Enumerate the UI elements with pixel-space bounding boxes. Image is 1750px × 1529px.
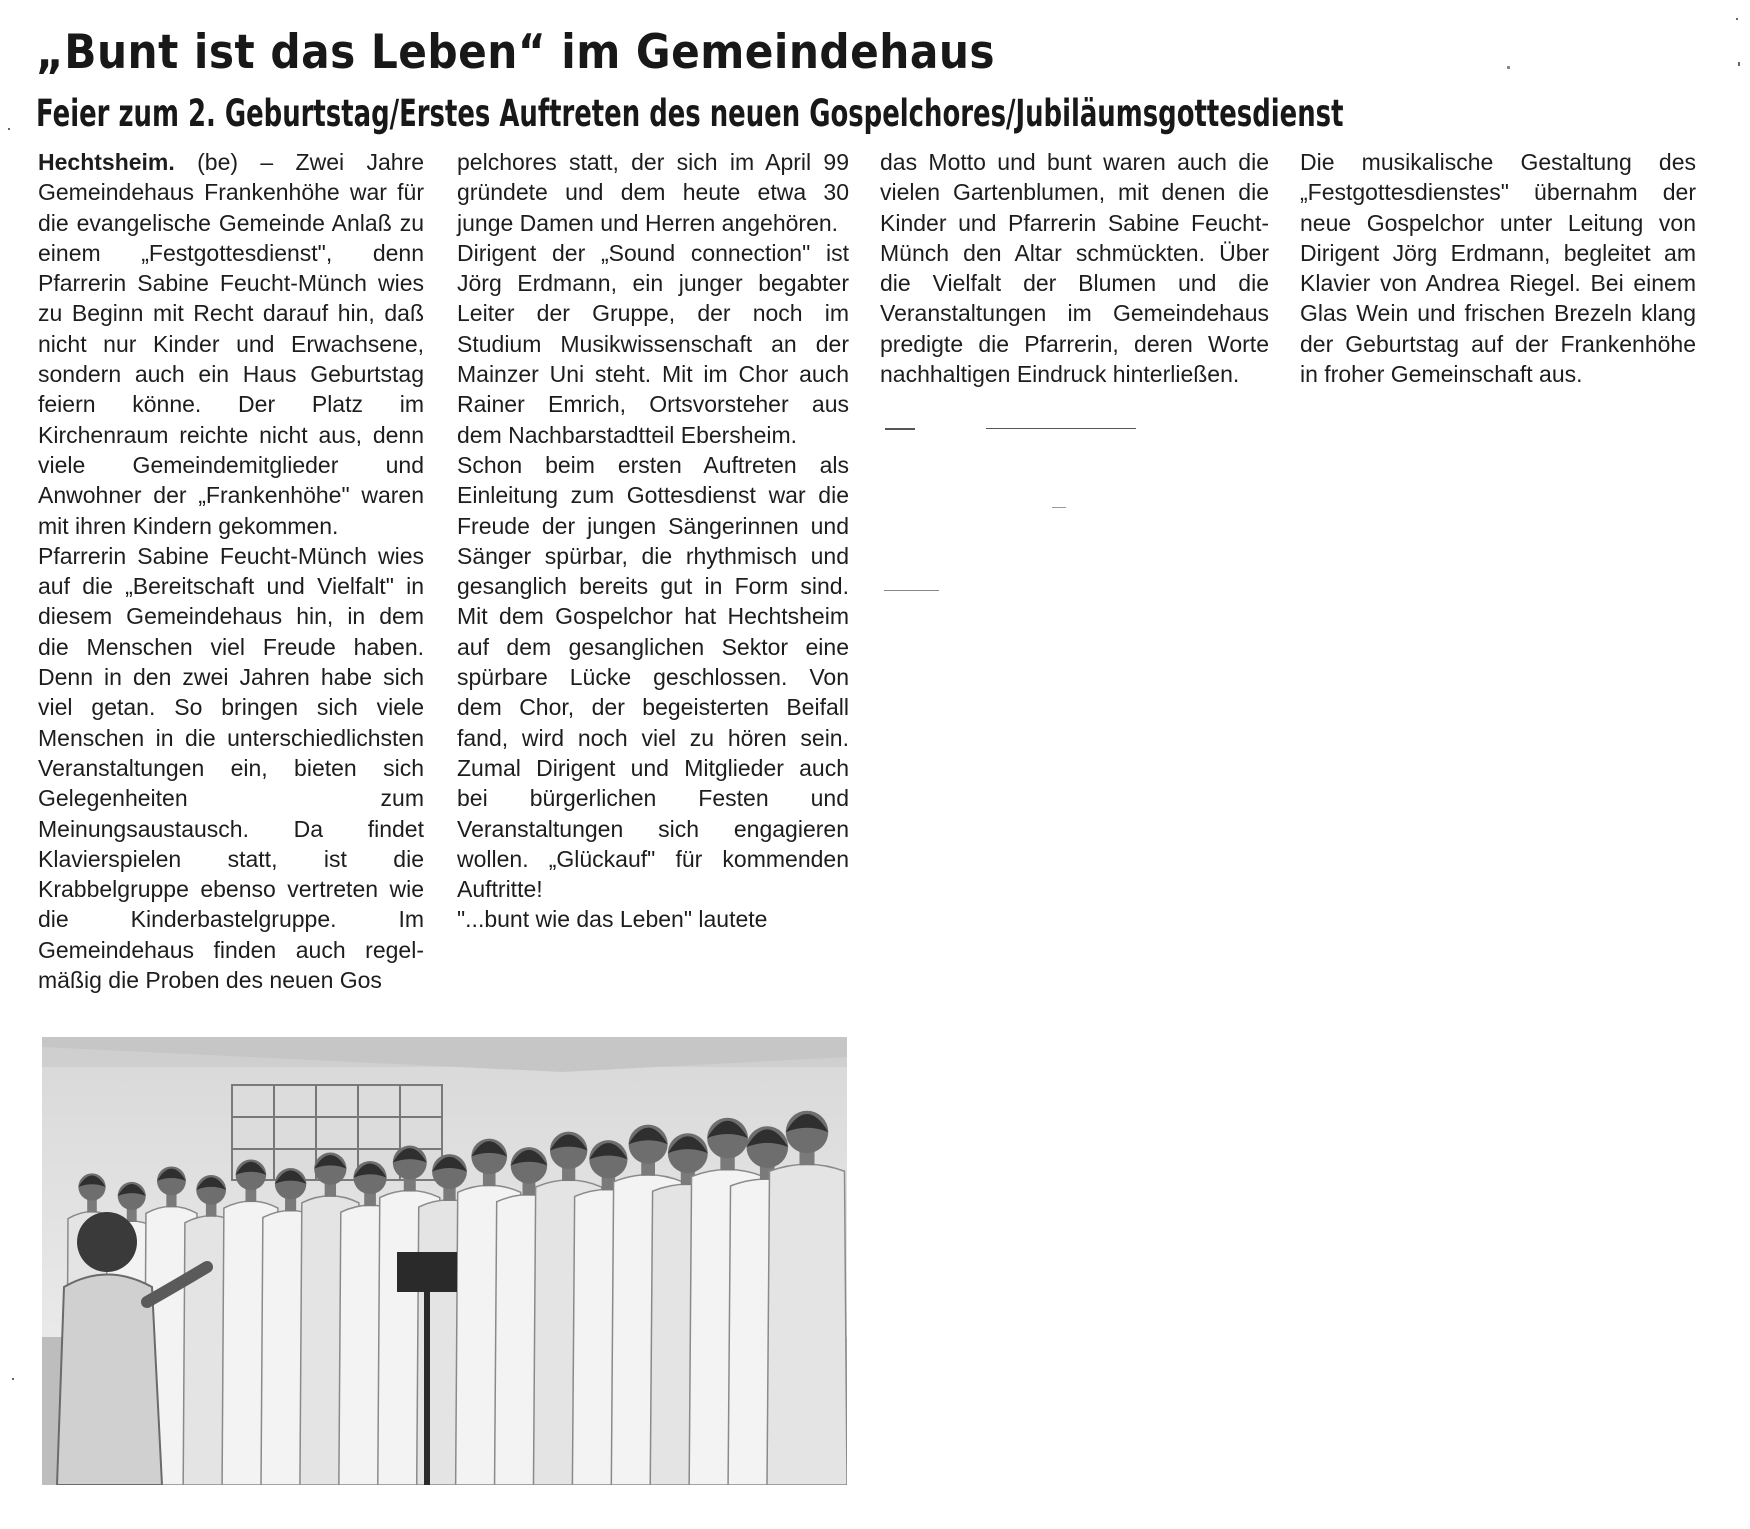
dateline: Hechtsheim. <box>38 149 175 175</box>
column-3-paragraph-1: das Motto und bunt waren auch die vielen Gartenblumen, mit denen die Kinder und Pfarrerin Sabine Feucht-Münch den Altar schmückten. Über die Vielfalt der Blumen und die Veranstaltungen im Gemeindehaus predigte die Pfarrerin, deren Worte nachhaltigen Eindruck hinterließen. <box>880 149 1269 388</box>
column-end-rule-long <box>986 428 1136 429</box>
scan-speck <box>8 128 10 130</box>
scan-speck <box>12 1378 14 1380</box>
column-1-paragraph-1-text: (be) – Zwei Jahre Gemeindehaus Frankenhöhe war für die evangelische Gemeinde Anlaß zu einem „Festgottesdienst", denn Pfarrerin Sabine Feucht-Münch wies zu Beginn mit Recht darauf hin, daß nicht nur Kinder und Erwachsene, sondern auch ein Haus Geburtstag feiern könne. Der Platz im Kirchenraum reichte nicht aus, denn viele Gemeindemitglieder und Anwohner der „Frankenhöhe" waren mit ihren Kindern gekommen. <box>38 149 424 539</box>
column-2-paragraph-3: Schon beim ersten Auftreten als Einleitung zum Gottesdienst war die Freude der jungen Sängerinnen und Sänger spürbar, die rhythmisch und gesanglich bereits gut in Form sind. Mit dem Gospelchor hat Hechtsheim auf dem gesanglichen Sektor eine spürbare Lücke geschlossen. Von dem Chor, der begeisterten Beifall fand, wird noch viel zu hören sein. Zumal Dirigent und Mitglieder auch bei bürgerlichen Festen und Veranstaltungen sich engagieren wollen. „Glückauf" für kommenden Auftritte! <box>457 451 849 903</box>
scan-speck <box>1736 18 1738 20</box>
article-column-2 <box>457 147 849 935</box>
scan-speck <box>1052 507 1066 508</box>
column-1-paragraph-2: Pfarrerin Sabine Feucht-Münch wies auf die „Bereitschaft und Vielfalt" in diesem Gemeindehaus hin, in dem die Menschen viel Freude haben. Denn in den zwei Jahren habe sich viel getan. So bringen sich viele Menschen in die unterschiedlichsten Veranstaltungen ein, bieten sich Gelegenheiten zum Meinungsaustausch. Da findet Klavierspielen statt, ist die Krabbelgruppe ebenso vertreten wie die Kinderbastelgruppe. Im Gemeindehaus finden auch regelmäßig die Proben des neuen Gos <box>38 542 424 994</box>
column-2-paragraph-4: "...bunt wie das Leben" lautete <box>457 906 768 933</box>
column-2-paragraph-1: pelchores statt, der sich im April 99 gründete und dem heute etwa 30 junge Damen und Herren angehören. <box>457 149 849 236</box>
column-2-paragraph-2: Dirigent der „Sound connection" ist Jörg Erdmann, ein junger begabter Leiter der Gruppe, der noch im Studium Musikwissenschaft an der Mainzer Uni steht. Mit im Chor auch Rainer Emrich, Ortsvorsteher aus dem Nachbarstadtteil Ebersheim. <box>457 239 849 448</box>
article-column-4 <box>1300 147 1696 389</box>
choir-photo <box>42 1037 847 1485</box>
article-headline: „Bunt ist das Leben“ im Gemeindehaus <box>36 25 996 80</box>
column-4-paragraph-1: Die musikalische Gestaltung des „Festgottesdienstes" übernahm der neue Gospelchor unter Leitung von Dirigent Jörg Erdmann, begleitet am Klavier von Andrea Riegel. Bei einem Glas Wein und frischen Brezeln klang der Geburtstag auf der Frankenhöhe in froher Gemeinschaft aus. <box>1300 149 1696 388</box>
stray-rule <box>884 590 939 591</box>
scan-speck <box>1507 66 1510 69</box>
article-column-3 <box>880 147 1269 389</box>
scan-speck <box>1738 62 1740 66</box>
choir-photo-image <box>42 1037 847 1485</box>
column-end-rule-short <box>885 428 915 430</box>
article-column-1 <box>38 147 424 995</box>
article-subheadline: Feier zum 2. Geburtstag/Erstes Auftreten des neuen Gospelchores/Jubiläumsgottesdienst <box>36 92 1344 135</box>
column-1-paragraph-1 <box>38 147 424 541</box>
